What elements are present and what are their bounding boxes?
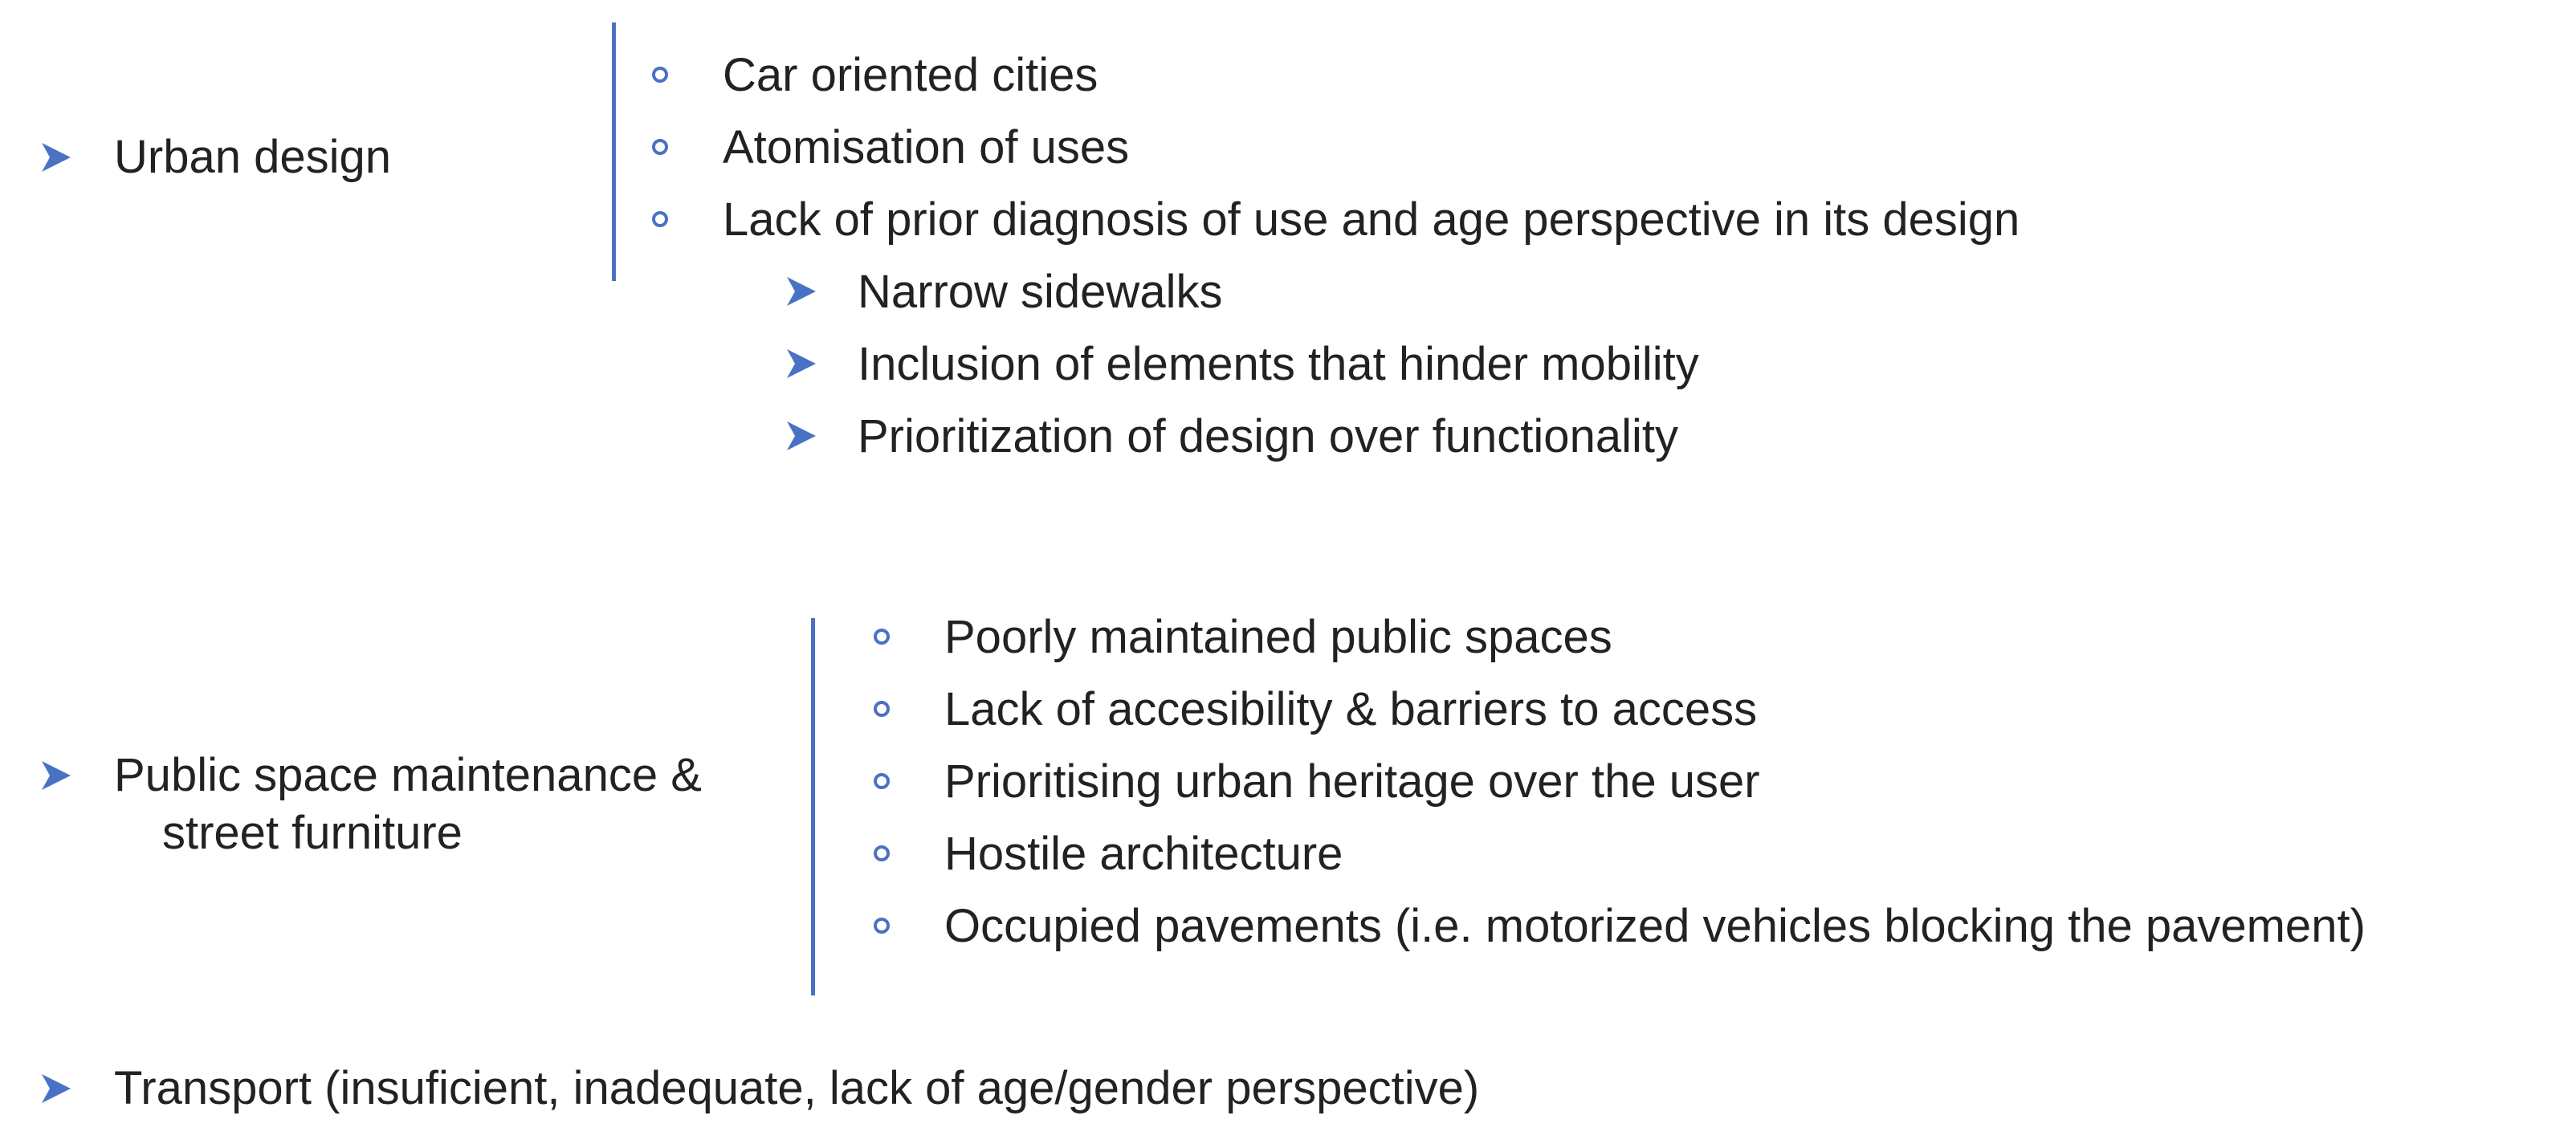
public-space-label bbox=[114, 747, 702, 862]
list-item-text: Atomisation of uses bbox=[723, 120, 1130, 173]
nested-list-item bbox=[784, 255, 1699, 328]
circle-bullet-icon bbox=[874, 629, 890, 645]
list-item-text: Lack of prior diagnosis of use and age perspective in its design bbox=[723, 193, 2020, 246]
list-item-text: Prioritising urban heritage over the user bbox=[944, 755, 1760, 808]
circle-bullet-icon bbox=[652, 139, 668, 155]
list-item bbox=[874, 673, 2366, 745]
arrow-bullet-icon bbox=[39, 1071, 74, 1106]
list-item-text: Occupied pavements (i.e. motorized vehicles blocking the pavement) bbox=[944, 899, 2366, 952]
arrow-bullet-icon bbox=[784, 274, 819, 309]
nested-list-item bbox=[784, 400, 1699, 472]
arrow-bullet-icon bbox=[39, 140, 74, 175]
urban-design-label: Urban design bbox=[114, 131, 391, 183]
circle-bullet-icon bbox=[652, 211, 668, 227]
arrow-bullet-icon bbox=[784, 346, 819, 381]
public-space-heading bbox=[39, 747, 702, 862]
list-item-text: Lack of accesibility & barriers to access bbox=[944, 682, 1758, 735]
list-item bbox=[874, 745, 2366, 817]
circle-bullet-icon bbox=[874, 918, 890, 934]
urban-design-heading bbox=[39, 128, 391, 186]
circle-bullet-icon bbox=[874, 773, 890, 789]
nested-item-text: Narrow sidewalks bbox=[858, 265, 1223, 318]
list-item bbox=[874, 600, 2366, 673]
circle-bullet-icon bbox=[874, 845, 890, 861]
arrow-bullet-icon bbox=[784, 418, 819, 454]
circle-bullet-icon bbox=[652, 67, 668, 83]
public-space-divider bbox=[811, 618, 815, 995]
list-item bbox=[652, 39, 2020, 111]
list-item-text: Car oriented cities bbox=[723, 48, 1098, 101]
circle-bullet-icon bbox=[874, 701, 890, 717]
urban-design-nested-list bbox=[784, 255, 1699, 472]
list-item bbox=[652, 183, 2020, 255]
public-space-label-line2: street furniture bbox=[162, 807, 463, 859]
nested-list-item bbox=[784, 328, 1699, 400]
list-item-text: Hostile architecture bbox=[944, 827, 1343, 880]
urban-design-list bbox=[652, 39, 2020, 255]
list-item bbox=[874, 889, 2366, 962]
nested-item-text: Prioritization of design over functionality bbox=[858, 409, 1678, 462]
transport-label: Transport (insuficient, inadequate, lack of age/gender perspective) bbox=[114, 1062, 1480, 1114]
nested-item-text: Inclusion of elements that hinder mobility bbox=[858, 337, 1699, 390]
arrow-bullet-icon bbox=[39, 758, 74, 793]
list-item-text: Poorly maintained public spaces bbox=[944, 610, 1612, 663]
list-item bbox=[652, 111, 2020, 183]
list-item bbox=[874, 817, 2366, 889]
transport-heading bbox=[39, 1060, 1479, 1117]
public-space-list bbox=[874, 600, 2366, 962]
urban-design-divider bbox=[612, 22, 616, 281]
public-space-label-line1: Public space maintenance & bbox=[114, 749, 702, 801]
